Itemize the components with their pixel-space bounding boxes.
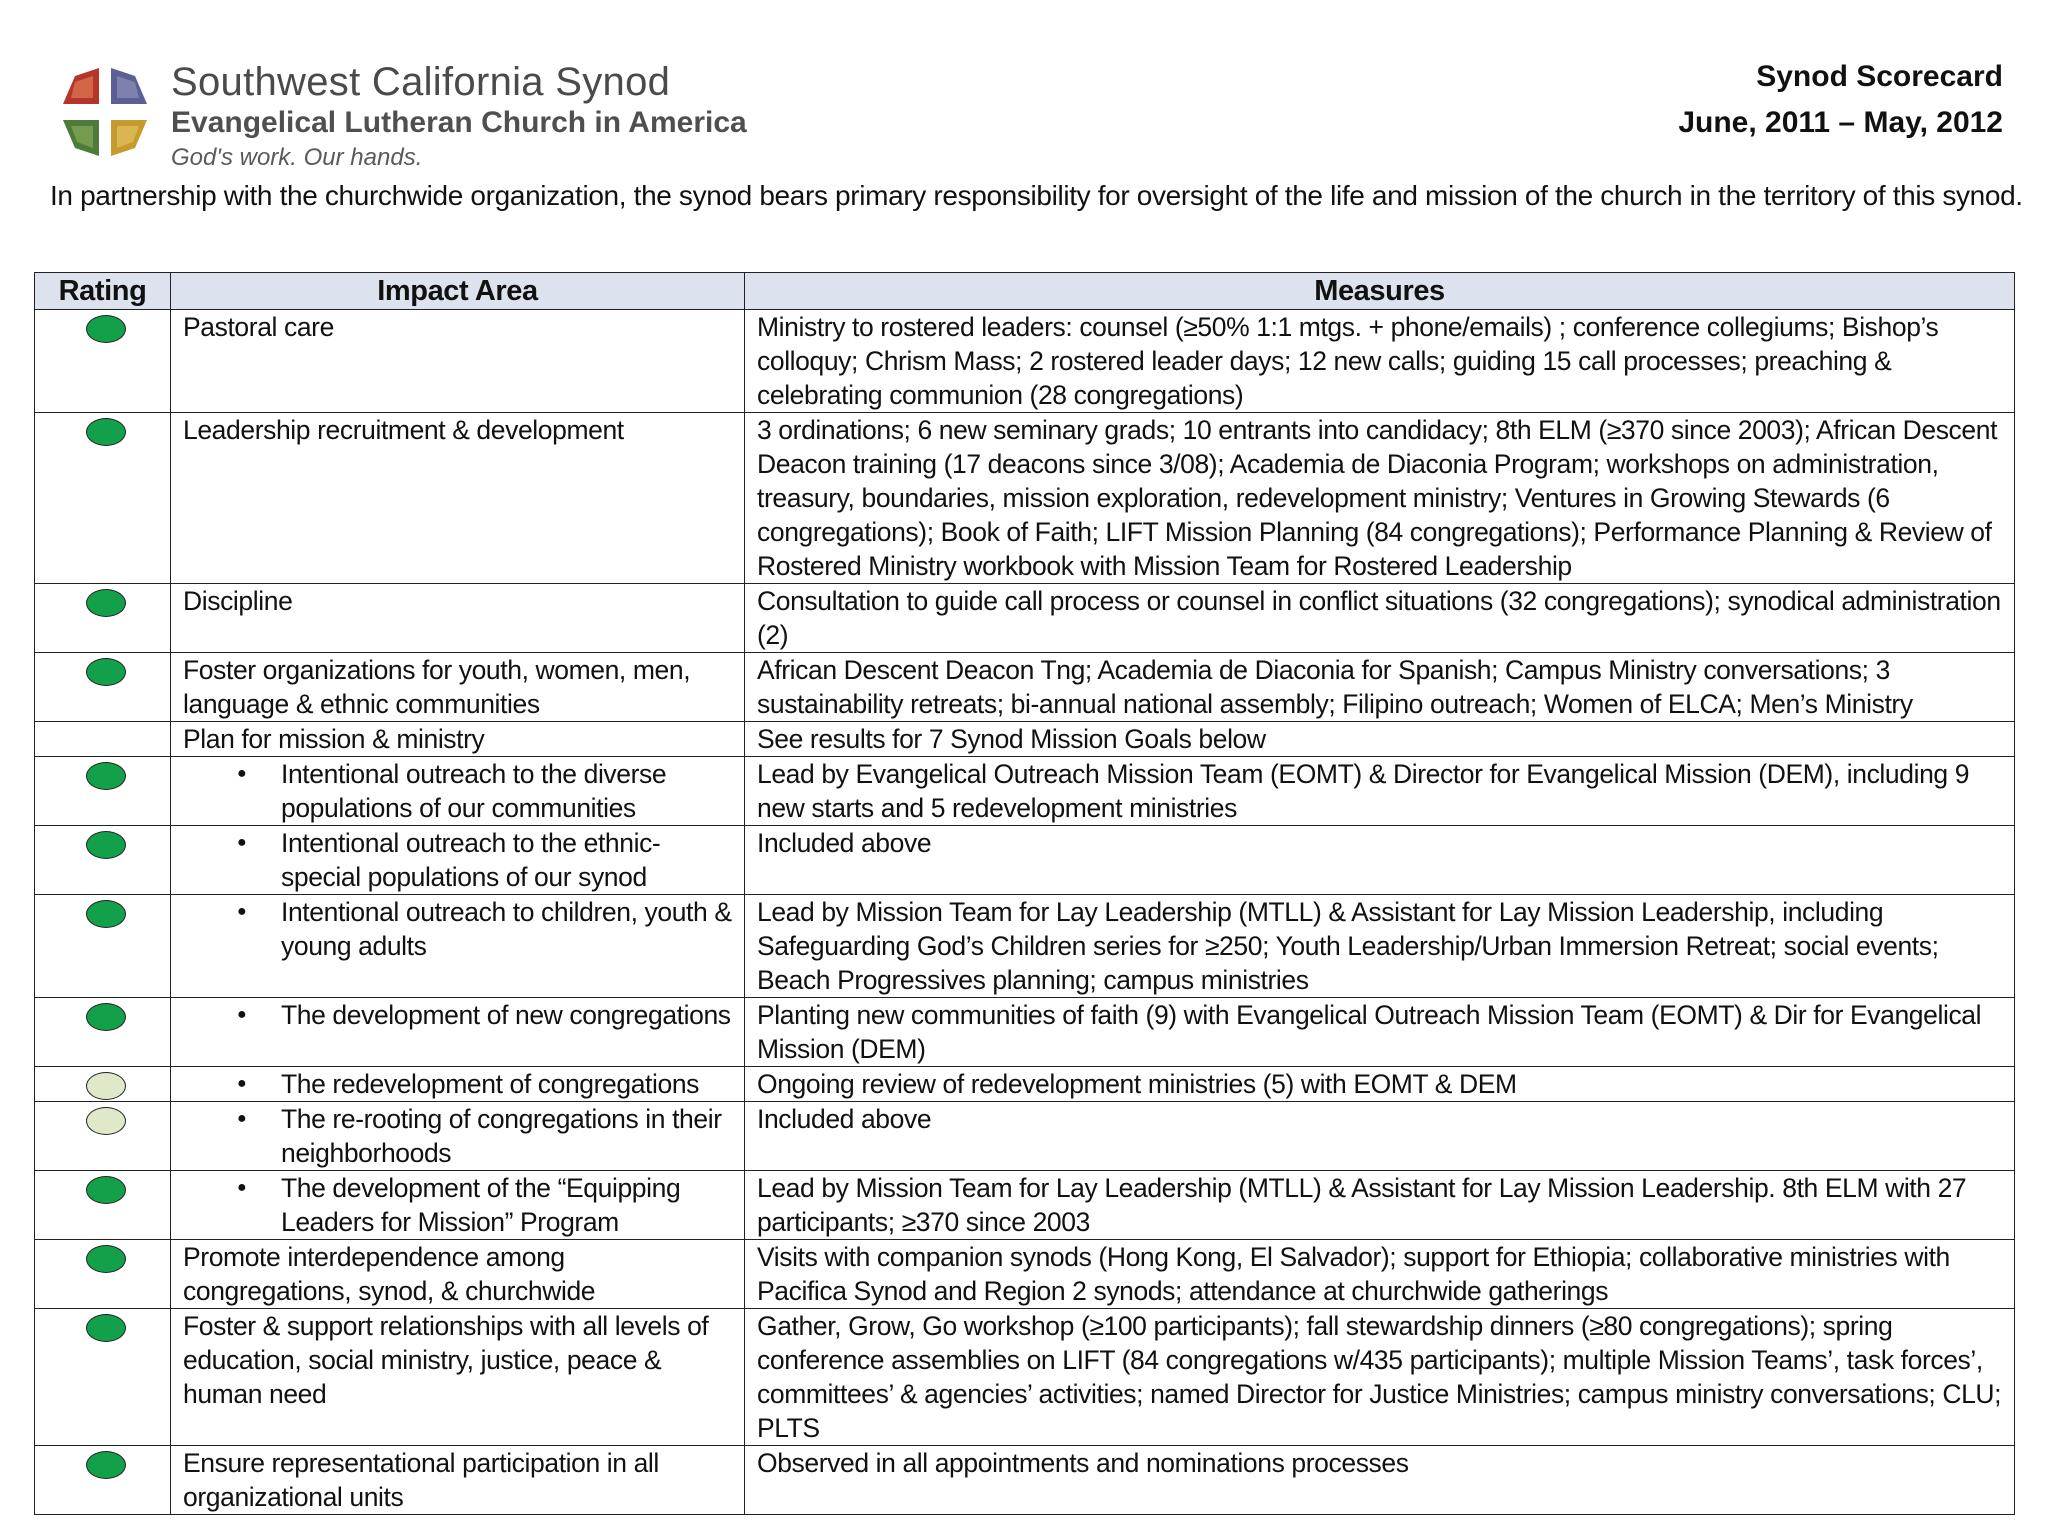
rating-cell <box>35 413 171 584</box>
bullet-icon: ● <box>237 834 247 851</box>
impact-area-text: Intentional outreach to the ethnic-special populations of our synod <box>281 828 661 892</box>
table-row <box>35 1309 2015 1446</box>
table-row <box>35 1446 2015 1515</box>
bullet-icon: ● <box>237 1179 247 1196</box>
impact-area-text: Plan for mission & ministry <box>183 724 485 754</box>
measures-text: Gather, Grow, Go workshop (≥100 participants); fall stewardship dinners (≥80 congregations); spring conference assemblies on LIFT (84 congregations w/435 participants); multiple Mission Teams’, task forces’, committees’ & agencies’ activities; named Director for Justice Ministries; campus ministry conversations; CLU; PLTS <box>757 1311 2002 1443</box>
rating-header: Rating <box>35 273 171 310</box>
logo-church-name: Evangelical Lutheran Church in America <box>171 106 747 139</box>
measures-cell <box>745 653 2015 722</box>
table-row <box>35 584 2015 653</box>
measures-text: Observed in all appointments and nominations processes <box>757 1448 1409 1478</box>
table-row <box>35 413 2015 584</box>
measures-text: Ministry to rostered leaders: counsel (≥50% 1:1 mtgs. + phone/emails) ; conference collegiums; Bishop’s colloquy; Chrism Mass; 2 rostered leader days; 12 new calls; guiding 15 call processes; preaching & celebrating communion (28 congregations) <box>757 312 1939 410</box>
cross-emblem-icon <box>55 62 155 162</box>
logo-tagline: God's work. Our hands. <box>171 144 423 171</box>
impact-area-cell <box>171 1171 745 1240</box>
impact-area-cell <box>171 653 745 722</box>
light-rating-dot <box>86 1072 126 1100</box>
measures-cell <box>745 310 2015 413</box>
impact-area-text: Leadership recruitment & development <box>183 415 624 445</box>
green-rating-dot <box>86 1314 126 1342</box>
measures-cell <box>745 1171 2015 1240</box>
impact-area-text: Discipline <box>183 586 293 616</box>
measures-text: Included above <box>757 1104 932 1134</box>
table-row <box>35 653 2015 722</box>
green-rating-dot <box>86 1003 126 1031</box>
measures-cell <box>745 584 2015 653</box>
rating-cell <box>35 757 171 826</box>
measures-cell <box>745 895 2015 998</box>
measures-text: Consultation to guide call process or counsel in conflict situations (32 congregations); synodical administration (2) <box>757 586 2001 650</box>
green-rating-dot <box>86 1451 126 1479</box>
green-rating-dot <box>86 831 126 859</box>
rating-cell <box>35 1240 171 1309</box>
synod-logo <box>55 60 835 170</box>
measures-text: African Descent Deacon Tng; Academia de Diaconia for Spanish; Campus Ministry conversations; 3 sustainability retreats; bi-annual national assembly; Filipino outreach; Women of ELCA; Men’s Ministry <box>757 655 1913 719</box>
table-header-row <box>35 273 2015 310</box>
green-rating-dot <box>86 900 126 928</box>
green-rating-dot <box>86 1245 126 1273</box>
impact-area-cell <box>171 413 745 584</box>
impact-area-text: The development of the “Equipping Leaders for Mission” Program <box>281 1173 681 1237</box>
green-rating-dot <box>86 762 126 790</box>
green-rating-dot <box>86 315 126 343</box>
green-rating-dot <box>86 589 126 617</box>
rating-cell <box>35 895 171 998</box>
impact-area-cell <box>171 1240 745 1309</box>
rating-cell <box>35 1102 171 1171</box>
impact-area-cell <box>171 584 745 653</box>
impact-area-text: Foster & support relationships with all levels of education, social ministry, justice, peace & human need <box>183 1311 709 1409</box>
green-rating-dot <box>86 418 126 446</box>
impact-area-cell <box>171 895 745 998</box>
logo-synod-name: Southwest California Synod <box>171 60 671 104</box>
rating-cell <box>35 1171 171 1240</box>
measures-cell <box>745 1309 2015 1446</box>
bullet-icon: ● <box>237 765 247 782</box>
period-label: June, 2011 – May, 2012 <box>1678 106 2003 139</box>
impact-area-text: Pastoral care <box>183 312 334 342</box>
impact-area-cell <box>171 310 745 413</box>
impact-area-cell <box>171 1309 745 1446</box>
table-row <box>35 722 2015 757</box>
impact-area-text: Ensure representational participation in all organizational units <box>183 1448 659 1512</box>
rating-cell <box>35 653 171 722</box>
impact-area-text: The re-rooting of congregations in their neighborhoods <box>281 1104 722 1168</box>
rating-cell <box>35 722 171 757</box>
measures-text: Lead by Mission Team for Lay Leadership (MTLL) & Assistant for Lay Mission Leadership. 8th ELM with 27 participants; ≥370 since 2003 <box>757 1173 1967 1237</box>
impact-area-cell <box>171 998 745 1067</box>
page-title: Synod Scorecard <box>1756 60 2003 93</box>
impact-area-text: Intentional outreach to the diverse populations of our communities <box>281 759 667 823</box>
impact-area-cell <box>171 826 745 895</box>
impact-area-cell <box>171 1446 745 1515</box>
bullet-icon: ● <box>237 1110 247 1127</box>
table-body <box>35 310 2015 1515</box>
measures-cell <box>745 998 2015 1067</box>
measures-cell <box>745 722 2015 757</box>
table-row <box>35 1102 2015 1171</box>
rating-cell <box>35 310 171 413</box>
measures-text: See results for 7 Synod Mission Goals below <box>757 724 1266 754</box>
impact-area-cell <box>171 722 745 757</box>
measures-text: Visits with companion synods (Hong Kong, El Salvador); support for Ethiopia; collaborative ministries with Pacifica Synod and Region 2 synods; attendance at churchwide gatherings <box>757 1242 1950 1306</box>
impact-area-text: Foster organizations for youth, women, men, language & ethnic communities <box>183 655 691 719</box>
table-row <box>35 310 2015 413</box>
rating-cell <box>35 826 171 895</box>
bullet-icon: ● <box>237 1006 247 1023</box>
table-row <box>35 1171 2015 1240</box>
measures-text: Planting new communities of faith (9) with Evangelical Outreach Mission Team (EOMT) & Dir for Evangelical Mission (DEM) <box>757 1000 1982 1064</box>
table-row <box>35 757 2015 826</box>
impact-area-text: The development of new congregations <box>281 1000 731 1030</box>
measures-cell <box>745 413 2015 584</box>
impact-area-text: The redevelopment of congregations <box>281 1069 700 1099</box>
impact-area-cell <box>171 757 745 826</box>
light-rating-dot <box>86 1107 126 1135</box>
rating-cell <box>35 998 171 1067</box>
measures-text: Lead by Evangelical Outreach Mission Team (EOMT) & Director for Evangelical Mission (DEM), including 9 new starts and 5 redevelopment ministries <box>757 759 1970 823</box>
table-row <box>35 895 2015 998</box>
measures-cell <box>745 1446 2015 1515</box>
rating-cell <box>35 584 171 653</box>
bullet-icon: ● <box>237 1075 247 1092</box>
impact-area-text: Promote interdependence among congregations, synod, & churchwide <box>183 1242 596 1306</box>
measures-text: Ongoing review of redevelopment ministries (5) with EOMT & DEM <box>757 1069 1517 1099</box>
measures-cell <box>745 757 2015 826</box>
intro-text: In partnership with the churchwide organization, the synod bears primary responsibility for oversight of the life and mission of the church in the territory of this synod. <box>50 180 2023 211</box>
rating-cell <box>35 1446 171 1515</box>
measures-cell <box>745 1067 2015 1102</box>
measures-header: Measures <box>745 273 2015 310</box>
measures-text: Lead by Mission Team for Lay Leadership (MTLL) & Assistant for Lay Mission Leadership, including Safeguarding God’s Children series for ≥250; Youth Leadership/Urban Immersion Retreat; social events; Beach Progressives planning; campus ministries <box>757 897 1939 995</box>
table-row <box>35 998 2015 1067</box>
measures-cell <box>745 1102 2015 1171</box>
rating-cell <box>35 1067 171 1102</box>
table-row <box>35 1067 2015 1102</box>
table-row <box>35 826 2015 895</box>
scorecard-table <box>34 272 2015 1515</box>
impact-area-text: Intentional outreach to children, youth & young adults <box>281 897 732 961</box>
title-block <box>1678 54 2003 146</box>
impact-area-cell <box>171 1102 745 1171</box>
green-rating-dot <box>86 1176 126 1204</box>
table-row <box>35 1240 2015 1309</box>
measures-text: Included above <box>757 828 932 858</box>
impact-header: Impact Area <box>171 273 745 310</box>
measures-cell <box>745 826 2015 895</box>
measures-cell <box>745 1240 2015 1309</box>
green-rating-dot <box>86 658 126 686</box>
rating-cell <box>35 1309 171 1446</box>
impact-area-cell <box>171 1067 745 1102</box>
page-header <box>0 0 2048 240</box>
bullet-icon: ● <box>237 903 247 920</box>
measures-text: 3 ordinations; 6 new seminary grads; 10 entrants into candidacy; 8th ELM (≥370 since 2003); African Descent Deacon training (17 deacons since 3/08); Academia de Diaconia Program; workshops on administration, treasury, boundaries, mission exploration, redevelopment ministry; Ventures in Growing Stewards (6 congregations); Book of Faith; LIFT Mission Planning (84 congregations); Performance Planning & Review of Rostered Ministry workbook with Mission Team for Rostered Leadership <box>757 415 1998 581</box>
